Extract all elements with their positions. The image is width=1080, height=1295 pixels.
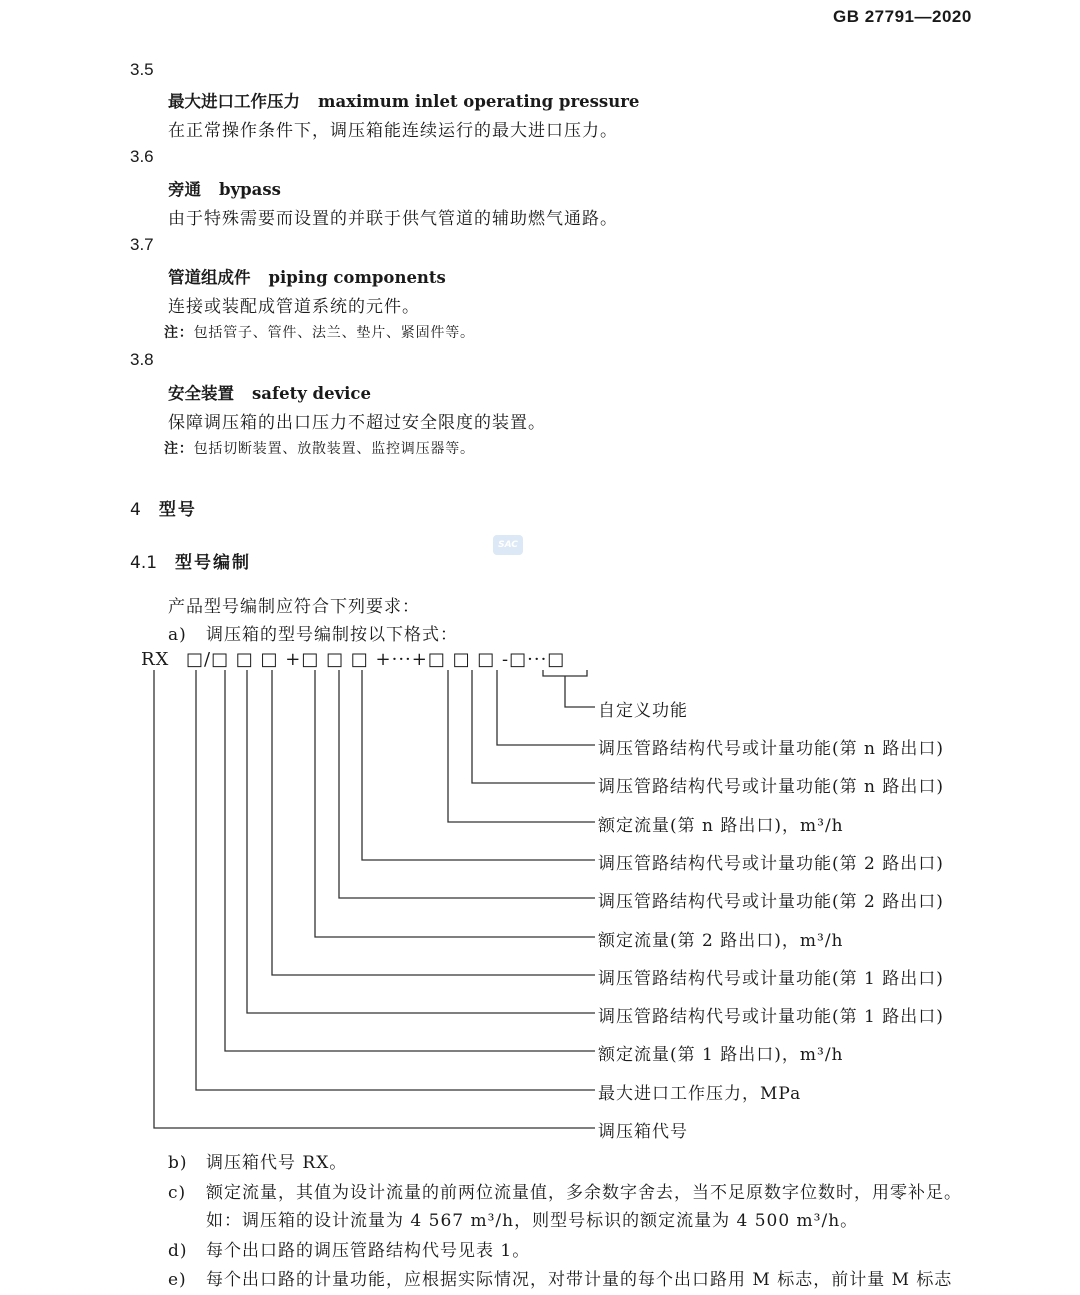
- list-item: [168, 1265, 952, 1290]
- list-marker: a): [168, 625, 187, 645]
- diagram-label: 调压管路结构代号或计量功能(第 n 路出口): [598, 777, 945, 797]
- diagram-label: 最大进口工作压力，MPa: [598, 1084, 802, 1104]
- leader-line: [196, 670, 595, 1090]
- note-label: 注：: [164, 325, 194, 341]
- standard-number: GB 27791—2020: [833, 7, 972, 26]
- model-code: RX: [141, 649, 170, 670]
- diagram-label: 调压管路结构代号或计量功能(第 2 路出口): [598, 892, 944, 912]
- list-item: [168, 1236, 530, 1261]
- list-text: 调压箱代号 RX。: [206, 1153, 348, 1173]
- diagram-label: 额定流量(第 1 路出口)，m³/h: [598, 1045, 844, 1065]
- term-zh: 管道组成件: [168, 268, 251, 287]
- term-en: bypass: [219, 180, 281, 199]
- diagram-label: 额定流量(第 n 路出口)，m³/h: [598, 816, 844, 836]
- term-zh: 安全装置: [168, 384, 234, 403]
- list-text: 每个出口路的调压管路结构代号见表 1。: [206, 1241, 531, 1261]
- term-number: 3.5: [130, 60, 154, 79]
- leader-line: [543, 670, 587, 676]
- term-en: maximum inlet operating pressure: [318, 92, 640, 111]
- subsection-title: 型号编制: [175, 553, 252, 573]
- leader-line: [362, 670, 595, 860]
- list-marker: b): [168, 1153, 188, 1173]
- note-text: 包括管子、管件、法兰、垫片、紧固件等。: [193, 325, 475, 341]
- term-en: piping components: [268, 268, 446, 287]
- list-text: 如：调压箱的设计流量为 4 567 m³/h，则型号标识的额定流量为 4 500 m³/h。: [206, 1211, 859, 1231]
- term-number: 3.6: [130, 147, 154, 166]
- term-en: safety device: [252, 384, 371, 403]
- term-definition: 在正常操作条件下，调压箱能连续运行的最大进口压力。: [168, 121, 618, 141]
- note-label: 注：: [164, 441, 194, 457]
- leader-line: [315, 670, 595, 937]
- list-item: [168, 1178, 962, 1203]
- diagram-label: 调压管路结构代号或计量功能(第 1 路出口): [598, 969, 944, 989]
- section-number: 4: [130, 500, 141, 520]
- list-item-continuation: [168, 1206, 858, 1231]
- section-title: 型号: [158, 500, 197, 520]
- leader-line: [339, 670, 595, 898]
- diagram-label: 调压管路结构代号或计量功能(第 n 路出口): [598, 739, 945, 759]
- list-marker: e): [168, 1270, 187, 1290]
- leader-line: [154, 670, 595, 1128]
- term-zh: 最大进口工作压力: [168, 92, 300, 111]
- leader-line: [448, 670, 595, 822]
- leader-line: [565, 676, 595, 707]
- list-text: 每个出口路的计量功能，应根据实际情况，对带计量的每个出口路用 M 标志，前计量 M 标志: [206, 1270, 953, 1290]
- intro-paragraph: 产品型号编制应符合下列要求：: [168, 597, 420, 617]
- list-text: 调压箱的型号编制按以下格式：: [206, 625, 458, 645]
- model-format-boxes: □/□ □ □ +□ □ □ +···+□ □ □ -□···□: [186, 649, 566, 670]
- watermark-logo: SAC: [493, 535, 523, 555]
- list-item: [168, 1148, 347, 1173]
- leader-line: [472, 670, 595, 783]
- diagram-label: 调压管路结构代号或计量功能(第 2 路出口): [598, 854, 944, 874]
- diagram-label: 额定流量(第 2 路出口)，m³/h: [598, 931, 844, 951]
- term-number: 3.8: [130, 350, 154, 369]
- subsection-number: 4.1: [130, 553, 158, 573]
- note-text: 包括切断装置、放散装置、监控调压器等。: [193, 441, 475, 457]
- list-text: 额定流量，其值为设计流量的前两位流量值，多余数字舍去，当不足原数字位数时，用零补足。: [206, 1183, 962, 1203]
- term-definition: 保障调压箱的出口压力不超过安全限度的装置。: [168, 413, 546, 433]
- leader-line: [247, 670, 595, 1013]
- term-definition: 连接或装配成管道系统的元件。: [168, 297, 420, 317]
- diagram-label: 自定义功能: [598, 701, 688, 721]
- term-zh: 旁通: [168, 180, 201, 199]
- diagram-label: 调压箱代号: [598, 1122, 688, 1142]
- term-definition: 由于特殊需要而设置的并联于供气管道的辅助燃气通路。: [168, 209, 618, 229]
- diagram-label: 调压管路结构代号或计量功能(第 1 路出口): [598, 1007, 944, 1027]
- list-marker: d): [168, 1241, 188, 1261]
- term-number: 3.7: [130, 235, 154, 254]
- list-marker: c): [168, 1183, 187, 1203]
